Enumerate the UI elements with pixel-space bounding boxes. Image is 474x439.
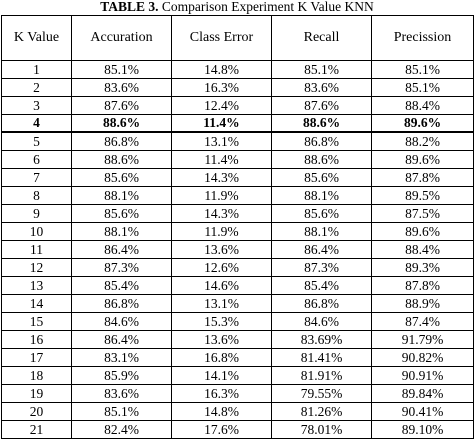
cell-accuration: 82.4% bbox=[72, 421, 172, 439]
cell-k-value: 19 bbox=[2, 385, 72, 403]
table-row-best bbox=[2, 115, 474, 133]
cell-k-value: 2 bbox=[2, 79, 72, 97]
table-row bbox=[2, 61, 474, 79]
cell-class-error: 14.3% bbox=[172, 205, 272, 223]
cell-k-value: 8 bbox=[2, 187, 72, 205]
cell-class-error: 14.3% bbox=[172, 169, 272, 187]
cell-recall: 85.1% bbox=[272, 61, 372, 79]
cell-recall: 87.6% bbox=[272, 97, 372, 115]
cell-accuration: 86.8% bbox=[72, 295, 172, 313]
cell-precission: 89.3% bbox=[372, 259, 474, 277]
cell-k-value: 17 bbox=[2, 349, 72, 367]
table-row bbox=[2, 295, 474, 313]
cell-recall: 86.8% bbox=[272, 295, 372, 313]
table-row bbox=[2, 331, 474, 349]
table-caption bbox=[0, 0, 474, 15]
cell-precission: 89.84% bbox=[372, 385, 474, 403]
cell-class-error: 13.6% bbox=[172, 331, 272, 349]
cell-class-error: 11.9% bbox=[172, 223, 272, 241]
cell-precission: 90.91% bbox=[372, 367, 474, 385]
cell-recall: 88.6% bbox=[272, 115, 372, 133]
cell-k-value: 11 bbox=[2, 241, 72, 259]
table-row bbox=[2, 151, 474, 169]
cell-accuration: 87.6% bbox=[72, 97, 172, 115]
cell-accuration: 83.6% bbox=[72, 79, 172, 97]
cell-class-error: 13.1% bbox=[172, 132, 272, 151]
table-row bbox=[2, 313, 474, 331]
cell-recall: 88.6% bbox=[272, 151, 372, 169]
results-table bbox=[1, 15, 474, 439]
table-row bbox=[2, 79, 474, 97]
table-row bbox=[2, 97, 474, 115]
cell-k-value: 13 bbox=[2, 277, 72, 295]
table-row bbox=[2, 385, 474, 403]
cell-accuration: 87.3% bbox=[72, 259, 172, 277]
cell-class-error: 17.6% bbox=[172, 421, 272, 439]
table-caption-label: TABLE 3. bbox=[100, 0, 159, 14]
header-class-error: Class Error bbox=[172, 16, 272, 61]
cell-precission: 91.79% bbox=[372, 331, 474, 349]
cell-accuration: 86.4% bbox=[72, 241, 172, 259]
cell-k-value: 14 bbox=[2, 295, 72, 313]
cell-class-error: 15.3% bbox=[172, 313, 272, 331]
table-row bbox=[2, 421, 474, 439]
table-row bbox=[2, 277, 474, 295]
table-row bbox=[2, 259, 474, 277]
cell-precission: 85.1% bbox=[372, 61, 474, 79]
cell-precission: 88.4% bbox=[372, 97, 474, 115]
cell-recall: 87.3% bbox=[272, 259, 372, 277]
cell-class-error: 16.3% bbox=[172, 385, 272, 403]
cell-recall: 85.4% bbox=[272, 277, 372, 295]
cell-recall: 78.01% bbox=[272, 421, 372, 439]
cell-precission: 88.9% bbox=[372, 295, 474, 313]
table-caption-title: Comparison Experiment K Value KNN bbox=[161, 0, 374, 14]
cell-class-error: 11.9% bbox=[172, 187, 272, 205]
cell-class-error: 16.8% bbox=[172, 349, 272, 367]
cell-class-error: 16.3% bbox=[172, 79, 272, 97]
table-row bbox=[2, 403, 474, 421]
header-row bbox=[2, 16, 474, 61]
header-recall: Recall bbox=[272, 16, 372, 61]
cell-k-value: 5 bbox=[2, 132, 72, 151]
cell-recall: 85.6% bbox=[272, 205, 372, 223]
cell-precission: 90.41% bbox=[372, 403, 474, 421]
cell-precission: 87.8% bbox=[372, 169, 474, 187]
cell-class-error: 14.6% bbox=[172, 277, 272, 295]
cell-precission: 89.6% bbox=[372, 115, 474, 133]
cell-precission: 88.2% bbox=[372, 132, 474, 151]
table-row bbox=[2, 187, 474, 205]
cell-k-value: 15 bbox=[2, 313, 72, 331]
cell-accuration: 88.6% bbox=[72, 151, 172, 169]
cell-k-value: 3 bbox=[2, 97, 72, 115]
cell-precission: 90.82% bbox=[372, 349, 474, 367]
cell-accuration: 83.1% bbox=[72, 349, 172, 367]
cell-recall: 79.55% bbox=[272, 385, 372, 403]
cell-accuration: 85.6% bbox=[72, 205, 172, 223]
cell-accuration: 86.8% bbox=[72, 132, 172, 151]
cell-precission: 89.6% bbox=[372, 223, 474, 241]
cell-class-error: 14.1% bbox=[172, 367, 272, 385]
cell-recall: 86.8% bbox=[272, 132, 372, 151]
cell-recall: 81.26% bbox=[272, 403, 372, 421]
cell-recall: 81.41% bbox=[272, 349, 372, 367]
cell-recall: 81.91% bbox=[272, 367, 372, 385]
cell-class-error: 13.1% bbox=[172, 295, 272, 313]
cell-k-value: 21 bbox=[2, 421, 72, 439]
cell-k-value: 7 bbox=[2, 169, 72, 187]
cell-recall: 86.4% bbox=[272, 241, 372, 259]
cell-accuration: 85.9% bbox=[72, 367, 172, 385]
cell-k-value: 1 bbox=[2, 61, 72, 79]
table-row bbox=[2, 367, 474, 385]
cell-precission: 87.4% bbox=[372, 313, 474, 331]
cell-precission: 88.4% bbox=[372, 241, 474, 259]
header-precission: Precission bbox=[372, 16, 474, 61]
cell-class-error: 11.4% bbox=[172, 151, 272, 169]
cell-k-value: 10 bbox=[2, 223, 72, 241]
cell-class-error: 13.6% bbox=[172, 241, 272, 259]
cell-accuration: 88.1% bbox=[72, 187, 172, 205]
table-row bbox=[2, 241, 474, 259]
cell-accuration: 86.4% bbox=[72, 331, 172, 349]
table-row bbox=[2, 169, 474, 187]
cell-class-error: 11.4% bbox=[172, 115, 272, 133]
cell-class-error: 14.8% bbox=[172, 403, 272, 421]
cell-precission: 85.1% bbox=[372, 79, 474, 97]
cell-recall: 88.1% bbox=[272, 187, 372, 205]
cell-accuration: 85.4% bbox=[72, 277, 172, 295]
cell-class-error: 12.4% bbox=[172, 97, 272, 115]
cell-precission: 89.5% bbox=[372, 187, 474, 205]
header-accuration: Accuration bbox=[72, 16, 172, 61]
cell-accuration: 84.6% bbox=[72, 313, 172, 331]
cell-k-value: 18 bbox=[2, 367, 72, 385]
cell-recall: 88.1% bbox=[272, 223, 372, 241]
cell-k-value: 6 bbox=[2, 151, 72, 169]
cell-accuration: 85.1% bbox=[72, 61, 172, 79]
cell-recall: 84.6% bbox=[272, 313, 372, 331]
cell-accuration: 83.6% bbox=[72, 385, 172, 403]
cell-class-error: 14.8% bbox=[172, 61, 272, 79]
table-row bbox=[2, 349, 474, 367]
cell-precission: 87.5% bbox=[372, 205, 474, 223]
cell-recall: 83.6% bbox=[272, 79, 372, 97]
cell-accuration: 85.6% bbox=[72, 169, 172, 187]
cell-accuration: 85.1% bbox=[72, 403, 172, 421]
cell-precission: 87.8% bbox=[372, 277, 474, 295]
cell-k-value: 4 bbox=[2, 115, 72, 133]
table-body bbox=[2, 61, 474, 439]
cell-recall: 85.6% bbox=[272, 169, 372, 187]
cell-k-value: 9 bbox=[2, 205, 72, 223]
cell-class-error: 12.6% bbox=[172, 259, 272, 277]
table-row bbox=[2, 205, 474, 223]
table-row bbox=[2, 223, 474, 241]
cell-k-value: 20 bbox=[2, 403, 72, 421]
cell-k-value: 12 bbox=[2, 259, 72, 277]
cell-precission: 89.10% bbox=[372, 421, 474, 439]
cell-recall: 83.69% bbox=[272, 331, 372, 349]
cell-precission: 89.6% bbox=[372, 151, 474, 169]
table-row bbox=[2, 132, 474, 151]
cell-accuration: 88.6% bbox=[72, 115, 172, 133]
header-k-value: K Value bbox=[2, 16, 72, 61]
cell-k-value: 16 bbox=[2, 331, 72, 349]
cell-accuration: 88.1% bbox=[72, 223, 172, 241]
